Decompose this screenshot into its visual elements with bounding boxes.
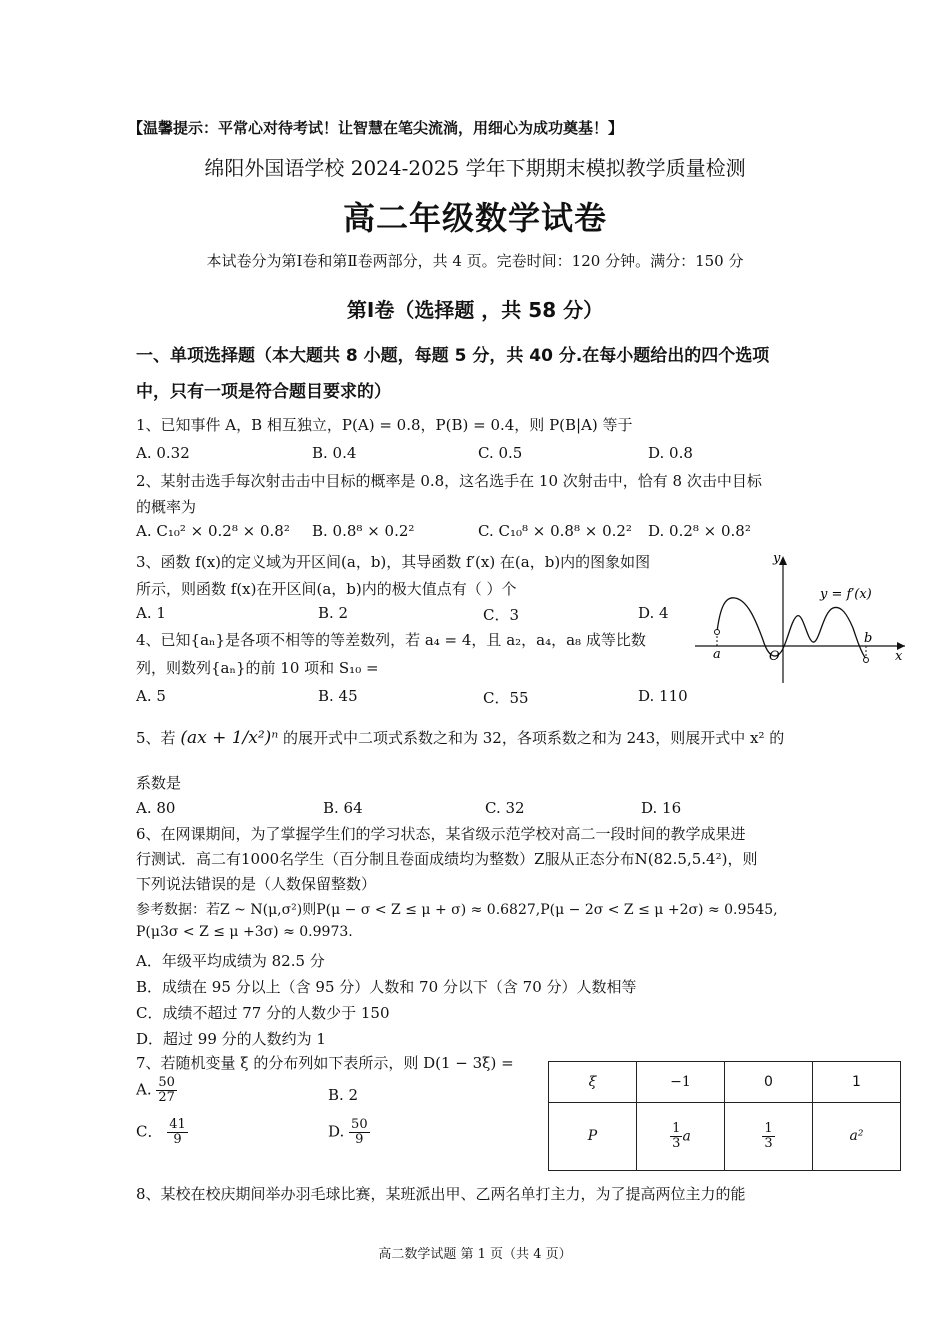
table-cell: ξ [549,1062,637,1103]
q6-reference-line1: 参考数据：若Z ~ N(μ,σ²)则P(μ − σ < Z ≤ μ + σ) ≈ 0.6827,P(μ − 2σ < Z ≤ μ +2σ) ≈ 0.9545, [136,902,778,918]
q4-option-b: B. 45 [318,687,358,705]
q7-option-b: B. 2 [328,1086,359,1104]
q7-option-a-fraction [156,1076,177,1105]
q4-option-c: C．55 [483,689,529,707]
q3-option-d: D. 4 [638,604,669,622]
q7-option-d-num: 50 [351,1117,368,1132]
table-cell: 1 [813,1062,901,1103]
q2-option-d: D. 0.2⁸ × 0.8² [648,522,751,540]
q2-stem-line1: 2、某射击选手每次射击击中目标的概率是 0.8，这名选手在 10 次射击中，恰有 8 次击中目标 [136,472,762,490]
q5-option-c: C. 32 [485,799,525,817]
q2-option-a: A. C₁₀² × 0.2⁸ × 0.8² [136,522,290,540]
b-label: b [864,631,873,646]
q1-option-d: D. 0.8 [648,444,693,462]
page-footer: 高二数学试题 第 1 页（共 4 页） [378,1247,572,1262]
q6-option-d: D．超过 99 分的人数约为 1 [136,1030,326,1048]
q5-option-a: A. 80 [136,799,176,817]
q7-option-d-label: D. [328,1122,345,1141]
q7-stem: 7、若随机变量 ξ 的分布列如下表所示，则 D(1 − 3ξ) = [136,1054,514,1072]
q2-stem-line2: 的概率为 [136,498,197,516]
derivative-curve [717,598,866,659]
q4-option-a: A. 5 [136,687,166,705]
q5-stem-line2: 系数是 [136,774,182,792]
exam-title: 高二年级数学试卷 [342,199,607,237]
q7-option-c-num: 41 [169,1117,186,1132]
q1-option-a: A. 0.32 [136,444,190,462]
p1-num: 1 [672,1120,681,1136]
section-heading-line2: 中，只有一项是符合题目要求的） [136,382,391,402]
table-cell: P [549,1102,637,1170]
q7-option-c-fraction [167,1118,188,1147]
x-label: x [895,649,903,664]
table-row [549,1102,901,1170]
q6-option-a: A．年级平均成绩为 82.5 分 [136,952,325,970]
p1-var: a [682,1128,691,1145]
b-endpoint [864,658,869,663]
q7-option-d-den: 9 [355,1132,364,1147]
q1-stem: 1、已知事件 A，B 相互独立，P(A) = 0.8，P(B) = 0.4，则 P(B|A) 等于 [136,416,633,434]
q7-option-a-num: 50 [158,1075,175,1090]
table-cell [637,1102,725,1170]
q7-option-a [136,1076,177,1105]
curve-label: y = f′(x) [820,587,872,602]
q7-option-d [328,1118,370,1147]
q5-expression: (ax + 1/x²)ⁿ [180,728,279,748]
section-heading-line1: 一、单项选择题（本大题共 8 小题，每题 5 分，共 40 分.在每小题给出的四个选项 [136,346,770,366]
q2-option-b: B. 0.8⁸ × 0.2² [312,522,415,540]
p2-num: 1 [764,1120,773,1136]
school-heading: 绵阳外国语学校 2024-2025 学年下期期末模拟教学质量检测 [204,156,746,180]
distribution-table [548,1061,901,1171]
q6-option-b: B．成绩在 95 分以上（含 95 分）人数和 70 分以下（含 70 分）人数相等 [136,978,637,996]
q5-option-d: D. 16 [641,799,682,817]
q8-stem: 8、某校在校庆期间举办羽毛球比赛，某班派出甲、乙两名单打主力，为了提高两位主力的能 [136,1185,746,1203]
exam-intro: 本试卷分为第Ⅰ卷和第Ⅱ卷两部分，共 4 页。完卷时间：120 分钟。满分：150 分 [206,252,744,270]
y-label: y [773,551,781,566]
table-cell: a² [813,1102,901,1170]
table-cell: −1 [637,1062,725,1103]
derivative-graph [695,548,910,688]
origin-label: O [769,649,780,664]
q7-option-c-label: C． [136,1122,163,1141]
q1-option-b: B. 0.4 [312,444,357,462]
notice: 【温馨提示：平常心对待考试！让智慧在笔尖流淌，用细心为成功奠基！】 [128,119,624,137]
q6-reference-line2: P(μ3σ < Z ≤ μ +3σ) ≈ 0.9973. [136,924,353,940]
q6-line1: 6、在网课期间，为了掌握学生们的学习状态，某省级示范学校对高二一段时间的教学成果进 [136,825,746,843]
q7-option-a-den: 27 [158,1090,175,1105]
q5-stem-pre: 5、若 [136,729,176,747]
q5-stem-line1 [136,727,784,748]
q6-line3: 下列说法错误的是（人数保留整数） [136,875,377,893]
q3-option-a: A. 1 [136,604,166,622]
table-cell [725,1102,813,1170]
q3-stem-line1: 3、函数 f(x)的定义域为开区间(a，b)，其导函数 f′(x) 在(a，b)内的图象如图 [136,553,651,571]
q6-option-c: C．成绩不超过 77 分的人数少于 150 [136,1004,390,1022]
q5-option-b: B. 64 [323,799,363,817]
table-cell: 0 [725,1062,813,1103]
q7-option-d-fraction [349,1118,370,1147]
part-heading: 第Ⅰ卷（选择题 ，共 58 分） [346,298,604,322]
q6-line2: 行测试．高二有1000名学生（百分制且卷面成绩均为整数）Z服从正态分布N(82.5,5.4²)，则 [136,850,758,868]
p1-fraction [670,1122,682,1151]
q4-option-d: D. 110 [638,687,688,705]
q1-option-c: C. 0.5 [478,444,523,462]
q5-stem-post: 的展开式中二项式系数之和为 32，各项系数之和为 243，则展开式中 x² 的 [282,729,785,747]
p1-den: 3 [672,1135,681,1151]
q7-option-a-label: A. [136,1080,152,1099]
q2-option-c: C. C₁₀⁸ × 0.8⁸ × 0.2² [478,522,632,540]
q4-stem-line1: 4、已知{aₙ}是各项不相等的等差数列，若 a₄ = 4，且 a₂，a₄，a₈ 成等比数 [136,631,646,649]
p2-den: 3 [764,1135,773,1151]
p2-fraction [762,1122,774,1151]
a-label: a [713,647,721,662]
q3-stem-line2: 所示，则函数 f(x)在开区间(a，b)内的极大值点有（ ）个 [136,580,517,598]
q3-option-b: B. 2 [318,604,349,622]
q7-option-c-den: 9 [173,1132,182,1147]
q7-option-c [136,1118,188,1147]
q4-stem-line2: 列，则数列{aₙ}的前 10 项和 S₁₀ = [136,659,379,677]
q3-option-c: C．3 [483,606,520,624]
a-endpoint [715,630,720,635]
table-row [549,1062,901,1103]
